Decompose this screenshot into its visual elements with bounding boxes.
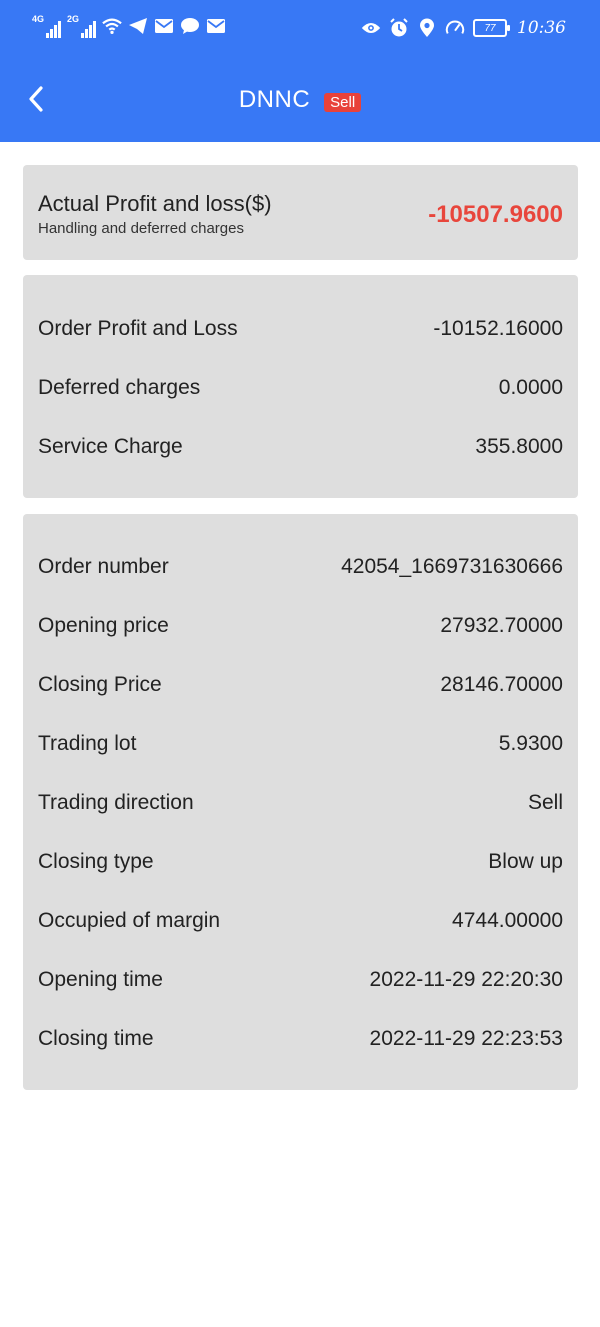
detail-row <box>38 611 563 641</box>
charge-label: Service Charge <box>38 435 183 458</box>
charge-row <box>38 373 563 403</box>
detail-label: Closing Price <box>38 673 162 696</box>
charge-value: -10152.16000 <box>433 317 563 340</box>
detail-row <box>38 906 563 936</box>
detail-row <box>38 552 563 582</box>
chat-icon <box>180 16 200 36</box>
charge-value: 0.0000 <box>498 376 563 399</box>
telegram-icon <box>128 16 148 36</box>
detail-label: Opening time <box>38 968 163 991</box>
charge-row <box>38 432 563 462</box>
detail-label: Closing type <box>38 850 154 873</box>
status-bar <box>0 0 600 60</box>
detail-label: Trading lot <box>38 732 137 755</box>
eye-icon <box>361 18 381 38</box>
detail-value: 2022-11-29 22:20:30 <box>369 968 563 991</box>
detail-label: Closing time <box>38 1027 154 1050</box>
actual-pnl-value: -10507.9600 <box>428 201 563 228</box>
location-icon <box>417 18 437 38</box>
battery-level: 77 <box>484 22 496 34</box>
detail-row <box>38 847 563 877</box>
detail-value: 5.9300 <box>498 732 563 755</box>
speedometer-icon <box>445 18 465 38</box>
alarm-icon <box>389 18 409 38</box>
detail-value: 4744.00000 <box>452 909 563 932</box>
network-type-label-2: 2G <box>67 14 80 24</box>
actual-pnl-card <box>23 165 578 260</box>
detail-row <box>38 965 563 995</box>
charge-label: Order Profit and Loss <box>38 317 238 340</box>
app-header <box>0 0 600 142</box>
order-details-card <box>23 514 578 1090</box>
charges-card <box>23 275 578 498</box>
detail-value: Sell <box>527 791 563 814</box>
detail-row <box>38 788 563 818</box>
clock-time: 10:36 <box>517 18 566 38</box>
battery-icon <box>473 19 507 37</box>
detail-value: 27932.70000 <box>440 614 563 637</box>
mail-icon <box>154 16 174 36</box>
page-title: DNNC <box>238 86 311 113</box>
direction-badge: Sell <box>324 93 361 112</box>
signal-icon <box>32 16 61 38</box>
charge-label: Deferred charges <box>38 376 201 399</box>
network-type-label: 4G <box>32 14 45 24</box>
detail-value: 2022-11-29 22:23:53 <box>369 1027 563 1050</box>
detail-value: 28146.70000 <box>440 673 563 696</box>
charge-row <box>38 314 563 344</box>
detail-label: Occupied of margin <box>38 909 221 932</box>
signal-icon-2 <box>67 16 96 38</box>
detail-row <box>38 1024 563 1054</box>
detail-label: Order number <box>38 555 169 578</box>
charge-value: 355.8000 <box>475 435 563 458</box>
mail-icon-2 <box>206 16 226 36</box>
actual-pnl-sublabel: Handling and deferred charges <box>38 220 244 237</box>
detail-value: 42054_1669731630666 <box>341 555 563 578</box>
actual-pnl-label: Actual Profit and loss($) <box>38 191 272 216</box>
detail-label: Opening price <box>38 614 169 637</box>
detail-row <box>38 670 563 700</box>
detail-row <box>38 729 563 759</box>
wifi-icon <box>102 16 122 36</box>
detail-label: Trading direction <box>38 791 194 814</box>
detail-value: Blow up <box>488 850 563 873</box>
